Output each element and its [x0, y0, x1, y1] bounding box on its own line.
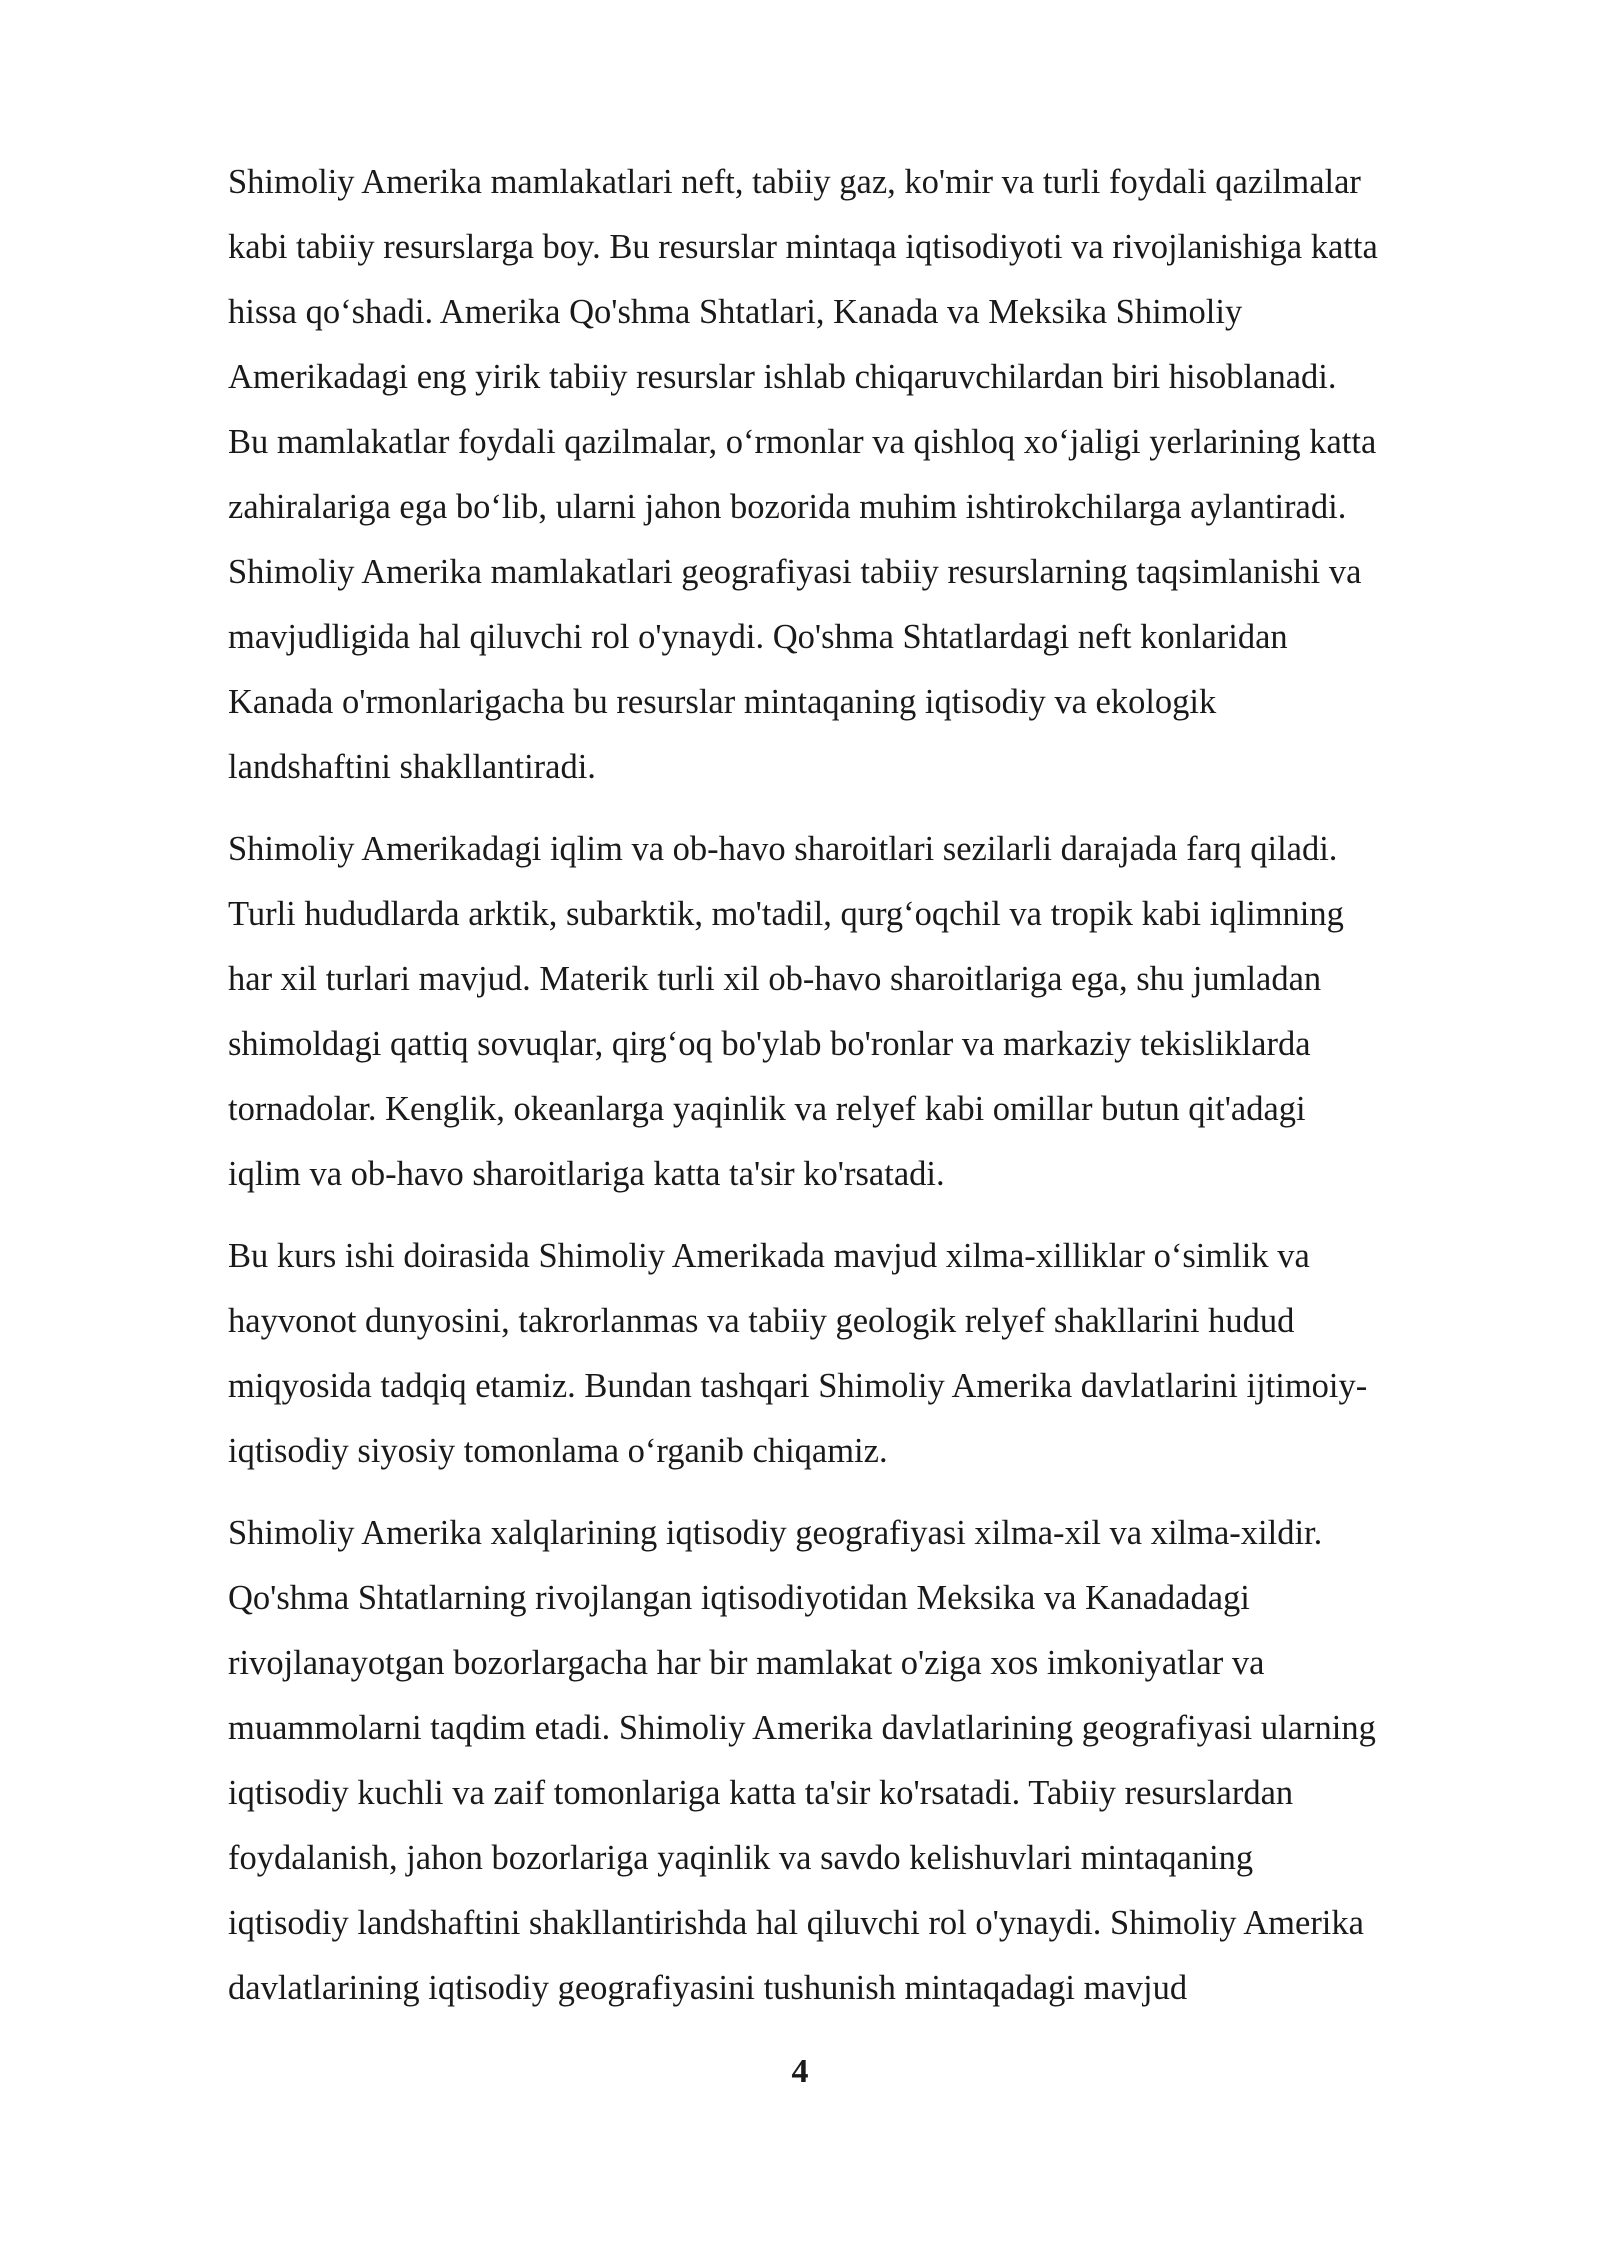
body-text: [228, 150, 1528, 2038]
paragraph-economic-geography: [228, 1501, 1528, 2021]
text-line: miqyosida tadqiq etamiz. Bundan tashqari Shimoliy Amerika davlatlarini ijtimoiy-: [228, 1367, 1368, 1405]
paragraph-climate: [228, 817, 1528, 1207]
text-line: hissa qo‘shadi. Amerika Qo'shma Shtatlari, Kanada va Meksika Shimoliy: [228, 293, 1243, 331]
text-line: kabi tabiiy resurslarga boy. Bu resurslar mintaqa iqtisodiyoti va rivojlanishiga katta: [228, 228, 1378, 266]
paragraph-natural-resources: [228, 150, 1528, 800]
text-line: Amerikadagi eng yirik tabiiy resurslar ishlab chiqaruvchilardan biri hisoblanadi.: [228, 358, 1337, 396]
text-line: tornadolar. Kenglik, okeanlarga yaqinlik va relyef kabi omillar butun qit'adagi: [228, 1090, 1306, 1128]
text-line: har xil turlari mavjud. Materik turli xil ob-havo sharoitlariga ega, shu jumladan: [228, 960, 1322, 998]
text-line: Turli hududlarda arktik, subarktik, mo'tadil, qurg‘oqchil va tropik kabi iqlimning: [228, 895, 1344, 933]
text-line: Bu kurs ishi doirasida Shimoliy Amerikada mavjud xilma-xilliklar o‘simlik va: [228, 1237, 1310, 1275]
text-line: muammolarni taqdim etadi. Shimoliy Amerika davlatlarining geografiyasi ularning: [228, 1709, 1376, 1747]
text-line: shimoldagi qattiq sovuqlar, qirg‘oq bo'ylab bo'ronlar va markaziy tekisliklarda: [228, 1025, 1311, 1063]
text-line: iqtisodiy siyosiy tomonlama o‘rganib chiqamiz.: [228, 1432, 888, 1470]
text-line: landshaftini shakllantiradi.: [228, 748, 596, 786]
text-line: Shimoliy Amerika mamlakatlari neft, tabiiy gaz, ko'mir va turli foydali qazilmalar: [228, 163, 1361, 201]
text-line: hayvonot dunyosini, takrorlanmas va tabiiy geologik relyef shakllarini hudud: [228, 1302, 1295, 1340]
text-line: rivojlanayotgan bozorlargacha har bir mamlakat o'ziga xos imkoniyatlar va: [228, 1644, 1265, 1682]
text-line: Shimoliy Amerika xalqlarining iqtisodiy geografiyasi xilma-xil va xilma-xildir.: [228, 1514, 1323, 1552]
text-line: Bu mamlakatlar foydali qazilmalar, o‘rmonlar va qishloq xo‘jaligi yerlarining katta: [228, 423, 1377, 461]
text-line: Qo'shma Shtatlarning rivojlangan iqtisodiyotidan Meksika va Kanadadagi: [228, 1579, 1250, 1617]
text-line: foydalanish, jahon bozorlariga yaqinlik va savdo kelishuvlari mintaqaning: [228, 1839, 1254, 1877]
text-line: Shimoliy Amerikadagi iqlim va ob-havo sharoitlari sezilarli darajada farq qiladi.: [228, 830, 1338, 868]
text-line: zahiralariga ega bo‘lib, ularni jahon bozorida muhim ishtirokchilarga aylantiradi.: [228, 488, 1347, 526]
text-line: iqtisodiy landshaftini shakllantirishda hal qiluvchi rol o'ynaydi. Shimoliy Amerika: [228, 1904, 1364, 1942]
text-line: davlatlarining iqtisodiy geografiyasini tushunish mintaqadagi mavjud: [228, 1969, 1188, 2007]
text-line: Kanada o'rmonlarigacha bu resurslar mintaqaning iqtisodiy va ekologik: [228, 683, 1217, 721]
text-line: iqlim va ob-havo sharoitlariga katta ta'sir ko'rsatadi.: [228, 1155, 945, 1193]
page-number: 4: [791, 2053, 809, 2090]
paragraph-course-scope: [228, 1224, 1528, 1484]
text-line: mavjudligida hal qiluvchi rol o'ynaydi. Qo'shma Shtatlardagi neft konlaridan: [228, 618, 1288, 656]
text-line: iqtisodiy kuchli va zaif tomonlariga katta ta'sir ko'rsatadi. Tabiiy resurslardan: [228, 1774, 1294, 1812]
text-line: Shimoliy Amerika mamlakatlari geografiyasi tabiiy resurslarning taqsimlanishi va: [228, 553, 1362, 591]
